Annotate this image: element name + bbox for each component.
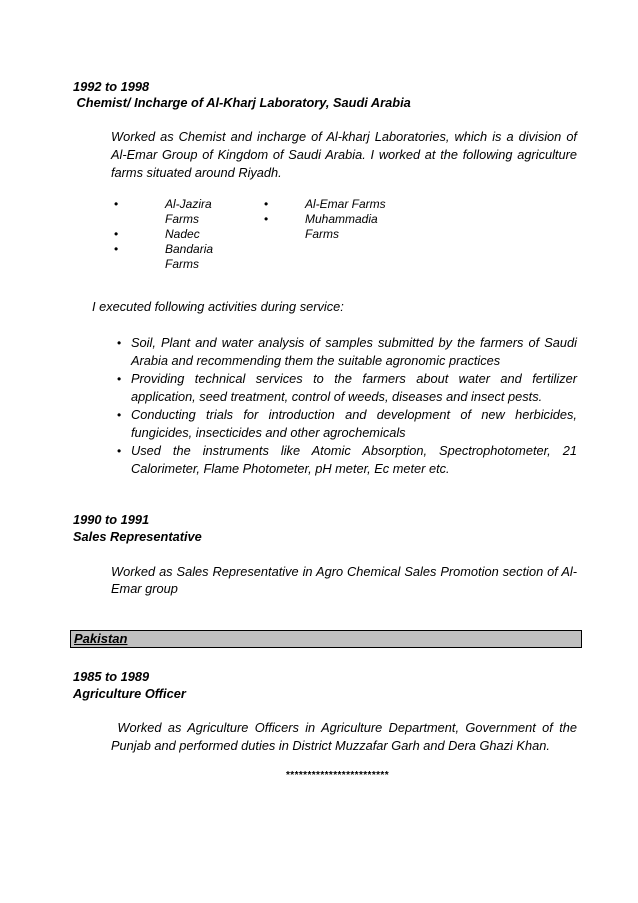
job-period: 1992 to 1998 (73, 79, 150, 94)
job-description-line: Worked as Agriculture Officers in Agriculture Department, Government of the (111, 720, 577, 735)
farm-list-item: Farms (165, 257, 199, 271)
job-title: Agriculture Officer (73, 686, 186, 701)
activity-line: Used the instruments like Atomic Absorption, Spectrophotometer, 21 (131, 443, 577, 458)
bullet-icon: • (117, 336, 122, 350)
farm-list-item: Farms (305, 227, 339, 241)
farm-list-item: Al-Jazira (165, 197, 212, 211)
activities-intro: I executed following activities during service: (92, 299, 344, 314)
bullet-icon: • (117, 372, 122, 386)
activity-line: Soil, Plant and water analysis of samples submitted by the farmers of Saudi (131, 335, 577, 350)
farm-list-item: Nadec (165, 227, 200, 241)
bullet-icon: • (264, 197, 269, 211)
bullet-icon: • (114, 242, 119, 256)
activity-line: application, seed treatment, control of weeds, diseases and insect pests. (131, 389, 543, 404)
activity-line: Calorimeter, Flame Photometer, pH meter, Ec meter etc. (131, 461, 450, 476)
job-description-line: Worked as Sales Representative in Agro Chemical Sales Promotion section of Al- (111, 564, 577, 579)
job-period: 1985 to 1989 (73, 669, 150, 684)
bullet-icon: • (114, 197, 119, 211)
farm-list-item: Bandaria (165, 242, 214, 256)
section-header-pakistan (70, 630, 582, 648)
job-title: Sales Representative (73, 529, 202, 544)
activity-line: Conducting trials for introduction and development of new herbicides, (131, 407, 577, 422)
job-description-line: farms situated around Riyadh. (111, 165, 282, 180)
job-description-line: Punjab and performed duties in District Muzzafar Garh and Dera Ghazi Khan. (111, 738, 550, 753)
footer-divider: ************************ (286, 770, 389, 781)
job-period: 1990 to 1991 (73, 512, 150, 527)
farm-list-item: Farms (165, 212, 199, 226)
bullet-icon: • (114, 227, 119, 241)
activity-line: Arabia and recommending them the suitable agronomic practices (131, 353, 501, 368)
bullet-icon: • (264, 212, 269, 226)
section-label: Pakistan (74, 631, 128, 646)
farm-list-item: Muhammadia (305, 212, 378, 226)
job-description-line: Al-Emar Group of Kingdom of Saudi Arabia. I worked at the following agriculture (111, 147, 577, 162)
bullet-icon: • (117, 408, 122, 422)
activity-line: fungicides, insecticides and other agrochemicals (131, 425, 406, 440)
bullet-icon: • (117, 444, 122, 458)
farm-list-item: Al-Emar Farms (305, 197, 386, 211)
job-title: Chemist/ Incharge of Al-Kharj Laboratory, Saudi Arabia (73, 95, 411, 110)
job-description-line: Emar group (111, 581, 178, 596)
activity-line: Providing technical services to the farmers about water and fertilizer (131, 371, 577, 386)
job-description-line: Worked as Chemist and incharge of Al-kharj Laboratories, which is a division of (111, 129, 577, 144)
